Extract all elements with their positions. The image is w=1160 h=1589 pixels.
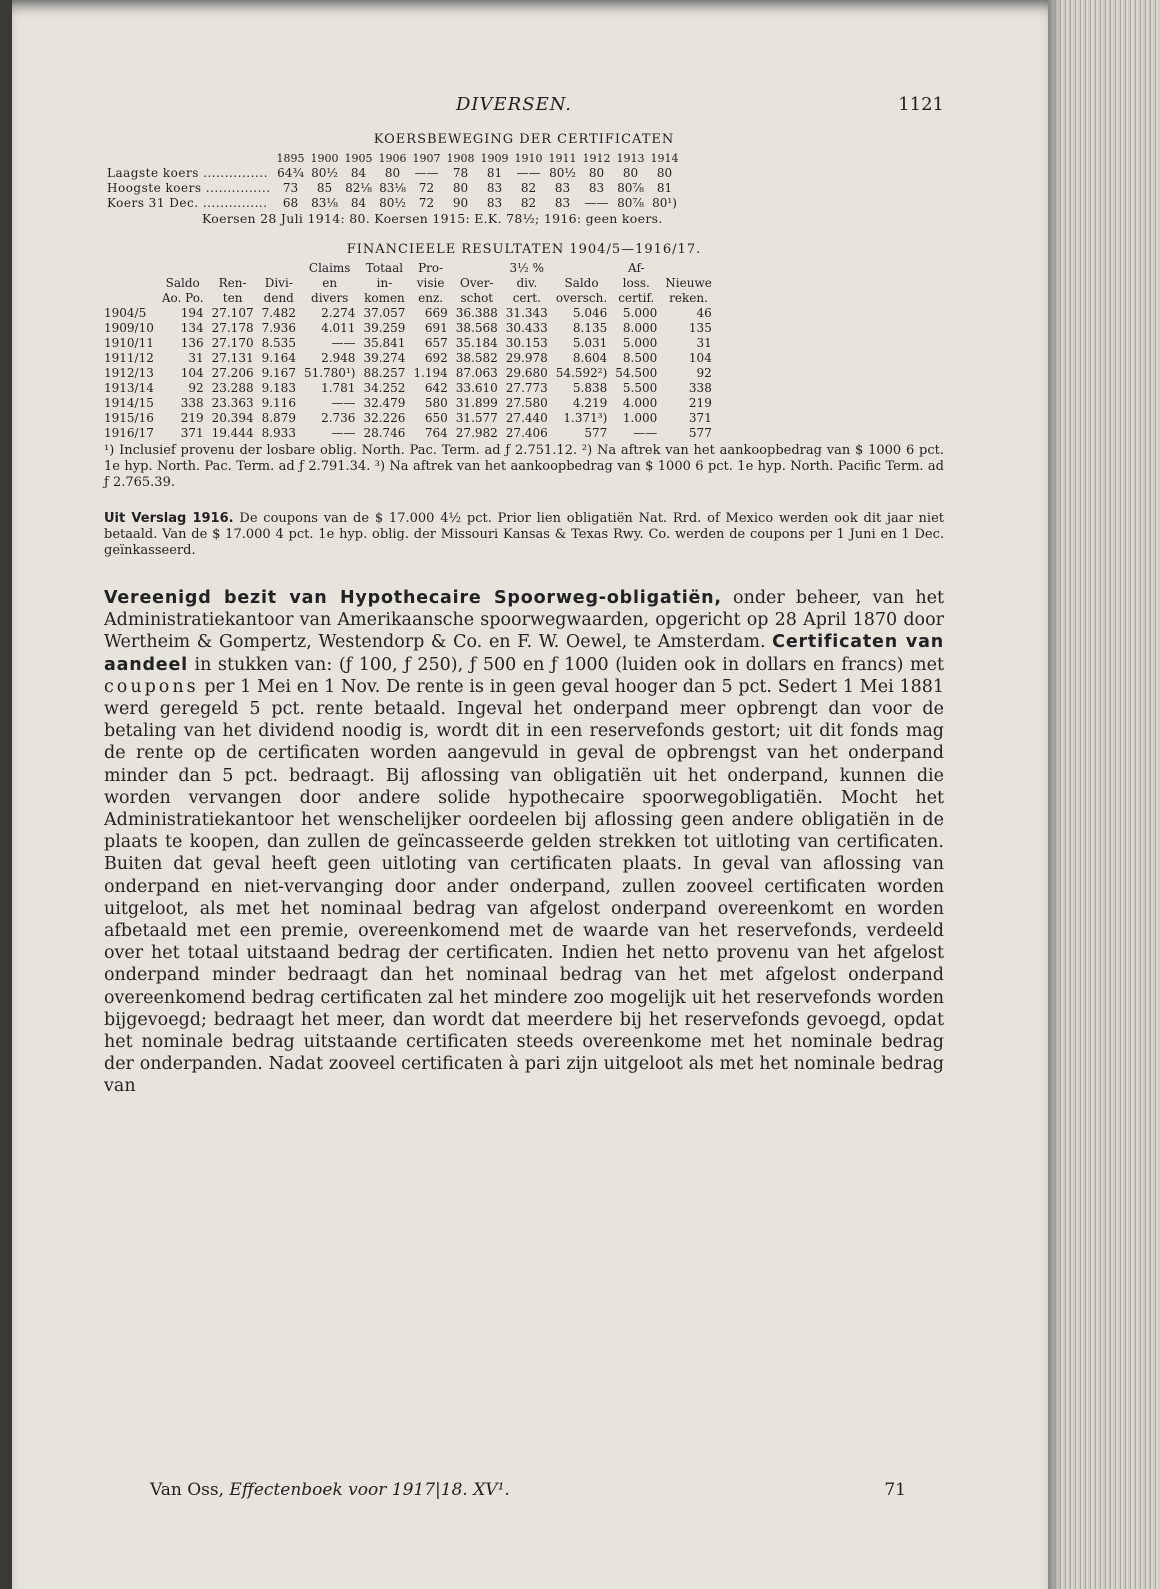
fin-cell: 9.183 — [261, 381, 296, 395]
fin-cell: 54.592²) — [555, 366, 608, 380]
fin-header-cell: visie — [416, 276, 445, 290]
koers-cell: 80½ — [311, 166, 338, 180]
fin-cell: 134 — [180, 321, 204, 335]
fin-cell: 577 — [584, 426, 608, 440]
koers-cell: 64¾ — [277, 166, 304, 180]
fin-header-row — [104, 291, 716, 306]
fin-cell: 29.978 — [505, 351, 548, 365]
fin-header-cell: oversch. — [555, 291, 608, 305]
fin-row — [104, 426, 716, 441]
fin-header-cell: Ao. Po. — [161, 291, 204, 305]
fin-header-cell: Over- — [460, 276, 494, 290]
footer-sheet-number: 71 — [884, 1480, 906, 1500]
fin-cell: 764 — [424, 426, 448, 440]
fin-cell: 92 — [188, 381, 204, 395]
fin-cell: 38.582 — [455, 351, 498, 365]
fin-cell: 23.288 — [211, 381, 254, 395]
fin-header-cell — [104, 261, 158, 276]
fin-title: FINANCIEELE RESULTATEN 1904/5—1916/17. — [346, 242, 702, 257]
fin-cell: 8.535 — [261, 336, 296, 350]
fin-cell: —— — [633, 426, 658, 440]
fin-cell: 219 — [180, 411, 204, 425]
koers-row-label: Koers 31 Dec. ............... — [107, 196, 268, 210]
fin-cell: 1.781 — [321, 381, 356, 395]
fin-cell: 27.982 — [455, 426, 498, 440]
koers-row — [104, 166, 682, 181]
fin-cell: 7.482 — [261, 306, 296, 320]
fin-cell: 27.440 — [505, 411, 548, 425]
fin-cell: 135 — [688, 321, 712, 335]
verslag-paragraph — [104, 511, 944, 559]
koers-year-cell: 1900 — [310, 152, 339, 165]
main-heading: Vereenigd bezit van Hypothecaire Spoorweg-obligatiën, — [104, 588, 722, 608]
fin-year-cell: 1910/11 — [104, 336, 154, 350]
fin-cell: 92 — [696, 366, 712, 380]
main-text-2: in stukken van: (ƒ 100, ƒ 250), ƒ 500 en ƒ 1000 (luiden ook in dollars en francs) met — [187, 654, 944, 675]
koers-cell: 81 — [656, 181, 673, 195]
koers-cell: 72 — [418, 181, 435, 195]
koers-cell: 83⅛ — [311, 196, 338, 210]
fin-cell: 54.500 — [615, 366, 658, 380]
fin-row — [104, 321, 716, 336]
fin-cell: 691 — [424, 321, 448, 335]
fin-row — [104, 396, 716, 411]
fin-year-cell: 1912/13 — [104, 366, 154, 380]
fin-cell: 30.153 — [505, 336, 548, 350]
fin-header-cell: loss. — [622, 276, 650, 290]
fin-cell: 29.680 — [505, 366, 548, 380]
fin-cell: 9.167 — [261, 366, 296, 380]
koers-corner-cell — [104, 151, 274, 166]
fin-year-cell: 1913/14 — [104, 381, 154, 395]
fin-cell: 8.000 — [622, 321, 658, 335]
fin-cell: 4.000 — [622, 396, 658, 410]
koers-cell: 85 — [316, 181, 333, 195]
fin-cell: 338 — [180, 396, 204, 410]
fin-cell: 219 — [688, 396, 712, 410]
koers-year-cell: 1910 — [514, 152, 543, 165]
fin-year-cell: 1904/5 — [104, 306, 147, 320]
koers-cell: 83 — [486, 196, 503, 210]
fin-cell: 5.000 — [622, 306, 658, 320]
fin-header-cell — [661, 261, 716, 276]
fin-header-cell — [552, 261, 611, 276]
fin-cell: 338 — [688, 381, 712, 395]
fin-header-cell: divers — [311, 291, 349, 305]
fin-cell: 9.164 — [261, 351, 296, 365]
fin-header-cell: reken. — [669, 291, 708, 305]
coupons-word: coupons — [104, 676, 199, 697]
page-content — [104, 90, 944, 1098]
fin-header-cell: Af- — [628, 261, 645, 275]
koers-year-cell: 1911 — [548, 152, 577, 165]
fin-cell: 51.780¹) — [303, 366, 356, 380]
fin-cell: 642 — [424, 381, 448, 395]
koers-cell: 80 — [452, 181, 469, 195]
koers-cell: —— — [584, 196, 609, 210]
koers-cell: 80½ — [549, 166, 576, 180]
fin-cell: 4.011 — [321, 321, 356, 335]
verslag-label: Uit Verslag 1916. — [104, 511, 234, 526]
koers-cell: 81 — [486, 166, 503, 180]
koers-year-cell: 1912 — [582, 152, 611, 165]
koers-cell: 80½ — [379, 196, 406, 210]
fin-cell: 27.107 — [211, 306, 254, 320]
koers-cell: 84 — [350, 196, 367, 210]
fin-cell: 650 — [424, 411, 448, 425]
fin-header-cell: in- — [376, 276, 393, 290]
fin-cell: 2.948 — [321, 351, 356, 365]
page-number: 1121 — [898, 94, 944, 115]
fin-header-cell: dend — [263, 291, 294, 305]
fin-header-cell: cert. — [512, 291, 541, 305]
fin-cell: 31.577 — [455, 411, 498, 425]
fin-cell: 577 — [688, 426, 712, 440]
fin-cell: 5.500 — [622, 381, 658, 395]
fin-header-cell: 3½ % — [509, 261, 545, 275]
fin-cell: 31 — [188, 351, 204, 365]
koers-year-cell: 1914 — [650, 152, 679, 165]
fin-header-cell: Claims — [308, 261, 351, 275]
fin-row — [104, 411, 716, 426]
koers-cell: 78 — [452, 166, 469, 180]
fin-cell: 35.841 — [363, 336, 406, 350]
koers-year-cell: 1913 — [616, 152, 645, 165]
fin-cell: 23.363 — [211, 396, 254, 410]
fin-header-cell — [452, 261, 502, 276]
fin-cell: 31.899 — [455, 396, 498, 410]
koers-title: KOERSBEWEGING DER CERTIFICATEN — [373, 132, 675, 147]
koers-cell: 82⅛ — [345, 181, 372, 195]
fin-header-cell: Pro- — [418, 261, 444, 275]
footer-book-title: Effectenboek voor 1917|18. XV¹. — [229, 1480, 510, 1500]
koers-cell: 73 — [282, 181, 299, 195]
verslag-text: De coupons van de $ 17.000 4½ pct. Prior lien obligatiën Nat. Rrd. of Mexico werden ook dit jaar niet betaald. Van de $ 17.000 4 pct. 1e hyp. oblig. der Missouri Kansas & Texas Rwy. Co. werden de coupons per 1 Juni en 1 Dec. geïnkasseerd. — [104, 511, 945, 558]
fin-cell: 2.274 — [321, 306, 356, 320]
fin-footnotes: ¹) Inclusief provenu der losbare oblig. North. Pac. Term. ad ƒ 2.751.12. ²) Na aftrek van het aankoopbedrag van $ 1000 6 pct. 1e hyp. North. Pac. Term. ad ƒ 2.791.34. ³) Na aftrek van het aankoopbedrag van $ 1000 6 pct. 1e hyp. North. Pacific Term. ad ƒ 2.765.39. — [104, 443, 944, 490]
main-text-3: per 1 Mei en 1 Nov. De rente is in geen geval hooger dan 5 pct. Sedert 1 Mei 1881 werd geregeld 5 pct. rente betaald. Ingeval het onderpand meer opbrengt dan voor de betaling van het dividend noodig is, wordt dit in een reservefonds gestort; uit dit fonds mag de rente op de certificaten worden aangevuld in geval de opbrengst van het onderpand minder dan 5 pct. bedraagt. Bij aflossing van obligatiën uit het onderpand, kunnen die worden vervangen door andere solide hypothecaire spoorwegobligatiën. Mocht het Administratiekantoor het wenschelijker oordeelen bij aflossing geen andere obligatiën in de plaats te koopen, dan zullen de geïncasseerde gelden strekken tot uitloting van certificaten. Buiten dat geval heeft geen uitloting van certificaten plaats. In geval van aflossing van onderpand en niet-vervanging door ander onderpand, zullen zooveel certificaten worden uitgeloot, als met het nominaal bedrag van afgelost onderpand overeenkomt en worden afbetaald met een premie, overeenkomend met de waarde van het reservefonds, verdeeld over het totaal uitstaand bedrag der certificaten. Indien het netto provenu van het afgelost onderpand minder bedraagt dan het nominaal bedrag van het met afgelost onderpand overeenkomend bedrag certificaten zal het mindere zoo mogelijk uit het reservefonds worden bijgevoegd; bedraagt het meer, dan wordt dat meerdere bij het reservefonds gevoegd, opdat het nominale bedrag uitstaande certificaten steeds overeenkome met het nominale bedrag der onderpanden. Nadat zooveel certificaten à pari zijn uitgeloot als met het nominale bedrag van — [104, 676, 944, 1097]
koers-note: Koersen 28 Juli 1914: 80. Koersen 1915: E.K. 78½; 1916: geen koers. — [202, 211, 663, 226]
fin-cell: 104 — [180, 366, 204, 380]
fin-header-cell: komen — [364, 291, 405, 305]
koers-cell: 83 — [554, 181, 571, 195]
fin-cell: 7.936 — [261, 321, 296, 335]
fin-cell: 27.406 — [505, 426, 548, 440]
fin-year-cell: 1915/16 — [104, 411, 154, 425]
fin-year-cell: 1911/12 — [104, 351, 154, 365]
koers-cell: 83 — [554, 196, 571, 210]
koers-cell: 82 — [520, 196, 537, 210]
koers-header-row — [104, 151, 682, 166]
fin-header-row — [104, 276, 716, 291]
koers-year-cell: 1906 — [378, 152, 407, 165]
fin-row — [104, 336, 716, 351]
fin-cell: 9.116 — [261, 396, 296, 410]
fin-cell: 4.219 — [572, 396, 608, 410]
koers-cell: 80⅞ — [617, 196, 644, 210]
fin-cell: 8.879 — [261, 411, 296, 425]
koers-row — [104, 181, 682, 196]
fin-cell: 88.257 — [363, 366, 406, 380]
koers-cell: 80⅞ — [617, 181, 644, 195]
koers-year-cell: 1909 — [480, 152, 509, 165]
fin-header-cell: Totaal — [365, 261, 404, 275]
fin-cell: 8.500 — [622, 351, 658, 365]
fin-cell: 371 — [180, 426, 204, 440]
koers-cell: —— — [414, 166, 439, 180]
fin-row — [104, 306, 716, 321]
fin-cell: 27.773 — [505, 381, 548, 395]
running-title: DIVERSEN. — [456, 94, 573, 115]
fin-cell: 20.394 — [211, 411, 254, 425]
fin-header-cell — [104, 291, 158, 306]
fin-cell: 32.226 — [363, 411, 406, 425]
fin-cell: 87.063 — [455, 366, 498, 380]
fin-cell: 1.371³) — [563, 411, 608, 425]
koers-cell: 83⅛ — [379, 181, 406, 195]
koers-cell: 80 — [656, 166, 673, 180]
page-gutter-shadow — [1048, 0, 1062, 1589]
fin-header-row — [104, 261, 716, 276]
koers-cell: 80¹) — [652, 196, 677, 210]
page-stack-edge — [1048, 0, 1160, 1589]
fin-cell: 31.343 — [505, 306, 548, 320]
fin-year-cell: 1909/10 — [104, 321, 154, 335]
koers-year-cell: 1908 — [446, 152, 475, 165]
fin-cell: 1.000 — [622, 411, 658, 425]
fin-year-cell: 1916/17 — [104, 426, 154, 440]
fin-cell: —— — [331, 426, 356, 440]
fin-header-cell: Saldo — [564, 276, 599, 290]
fin-cell: 136 — [180, 336, 204, 350]
koers-cell: 83 — [486, 181, 503, 195]
koers-cell: 80 — [588, 166, 605, 180]
fin-cell: 36.388 — [455, 306, 498, 320]
fin-cell: 2.736 — [321, 411, 356, 425]
fin-header-cell: Nieuwe — [665, 276, 712, 290]
fin-row — [104, 381, 716, 396]
fin-row — [104, 366, 716, 381]
fin-header-cell: schot — [460, 291, 494, 305]
fin-header-cell — [104, 276, 158, 291]
koers-row — [104, 196, 682, 211]
fin-cell: 657 — [424, 336, 448, 350]
koers-cell: —— — [516, 166, 541, 180]
fin-cell: 27.206 — [211, 366, 254, 380]
koers-cell: 72 — [418, 196, 435, 210]
fin-cell: 692 — [424, 351, 448, 365]
fin-table — [104, 261, 716, 441]
fin-header-cell: Saldo — [165, 276, 200, 290]
fin-cell: 28.746 — [363, 426, 406, 440]
fin-cell: 39.274 — [363, 351, 406, 365]
fin-cell: —— — [331, 336, 356, 350]
koers-year-cell: 1905 — [344, 152, 373, 165]
fin-cell: 5.838 — [572, 381, 608, 395]
fin-cell: 580 — [424, 396, 448, 410]
fin-cell: 31 — [696, 336, 712, 350]
page-footer — [150, 1480, 906, 1500]
koers-year-cell: 1907 — [412, 152, 441, 165]
main-paragraph — [104, 587, 944, 1098]
fin-cell: 35.184 — [455, 336, 498, 350]
fin-cell: 8.933 — [261, 426, 296, 440]
fin-cell: 194 — [180, 306, 204, 320]
fin-cell: 5.046 — [572, 306, 608, 320]
koers-cell: 90 — [452, 196, 469, 210]
fin-row — [104, 351, 716, 366]
koers-cell: 68 — [282, 196, 299, 210]
fin-cell: 19.444 — [211, 426, 254, 440]
fin-header-cell: en — [322, 276, 338, 290]
fin-year-cell: 1914/15 — [104, 396, 154, 410]
running-header — [104, 90, 944, 126]
koers-table — [104, 151, 682, 211]
fin-cell: 30.433 — [505, 321, 548, 335]
fin-cell: 371 — [688, 411, 712, 425]
fin-cell: 5.000 — [622, 336, 658, 350]
koers-cell: 84 — [350, 166, 367, 180]
fin-header-cell — [258, 261, 300, 276]
koers-row-label: Laagste koers ............... — [107, 166, 268, 180]
koers-year-cell: 1895 — [276, 152, 305, 165]
fin-header-cell — [208, 261, 258, 276]
main-heading-2: Certificaten van aandeel — [104, 632, 944, 675]
fin-cell: 27.131 — [211, 351, 254, 365]
fin-cell: 8.604 — [572, 351, 608, 365]
fin-cell: 37.057 — [363, 306, 406, 320]
fin-cell: 34.252 — [363, 381, 406, 395]
main-text-1: onder beheer, van het Administratiekantoor van Amerikaansche spoorwegwaarden, opgericht op 28 April 1870 door Wertheim & Gompertz, Westendorp & Co. en F. W. Oewel, te Amsterdam. — [104, 588, 944, 653]
koers-cell: 83 — [588, 181, 605, 195]
fin-cell: 32.479 — [363, 396, 406, 410]
fin-cell: 27.178 — [211, 321, 254, 335]
fin-header-cell: Divi- — [264, 276, 293, 290]
fin-cell: 27.580 — [505, 396, 548, 410]
fin-cell: 46 — [696, 306, 712, 320]
footer-author: Van Oss, — [150, 1480, 230, 1500]
fin-header-cell: div. — [516, 276, 538, 290]
fin-cell: 104 — [688, 351, 712, 365]
fin-cell: 5.031 — [572, 336, 608, 350]
koers-cell: 80 — [622, 166, 639, 180]
koers-cell: 82 — [520, 181, 537, 195]
fin-cell: 669 — [424, 306, 448, 320]
fin-cell: —— — [331, 396, 356, 410]
fin-cell: 27.170 — [211, 336, 254, 350]
fin-header-cell: Ren- — [218, 276, 247, 290]
fin-cell: 8.135 — [572, 321, 608, 335]
fin-cell: 38.568 — [455, 321, 498, 335]
fin-header-cell: ten — [222, 291, 243, 305]
fin-header-cell: certif. — [618, 291, 655, 305]
fin-header-cell — [158, 261, 208, 276]
koers-row-label: Hoogste koers ............... — [107, 181, 271, 195]
fin-cell: 33.610 — [455, 381, 498, 395]
fin-header-cell: enz. — [418, 291, 444, 305]
fin-cell: 39.259 — [363, 321, 406, 335]
koers-cell: 80 — [384, 166, 401, 180]
fin-cell: 1.194 — [413, 366, 448, 380]
